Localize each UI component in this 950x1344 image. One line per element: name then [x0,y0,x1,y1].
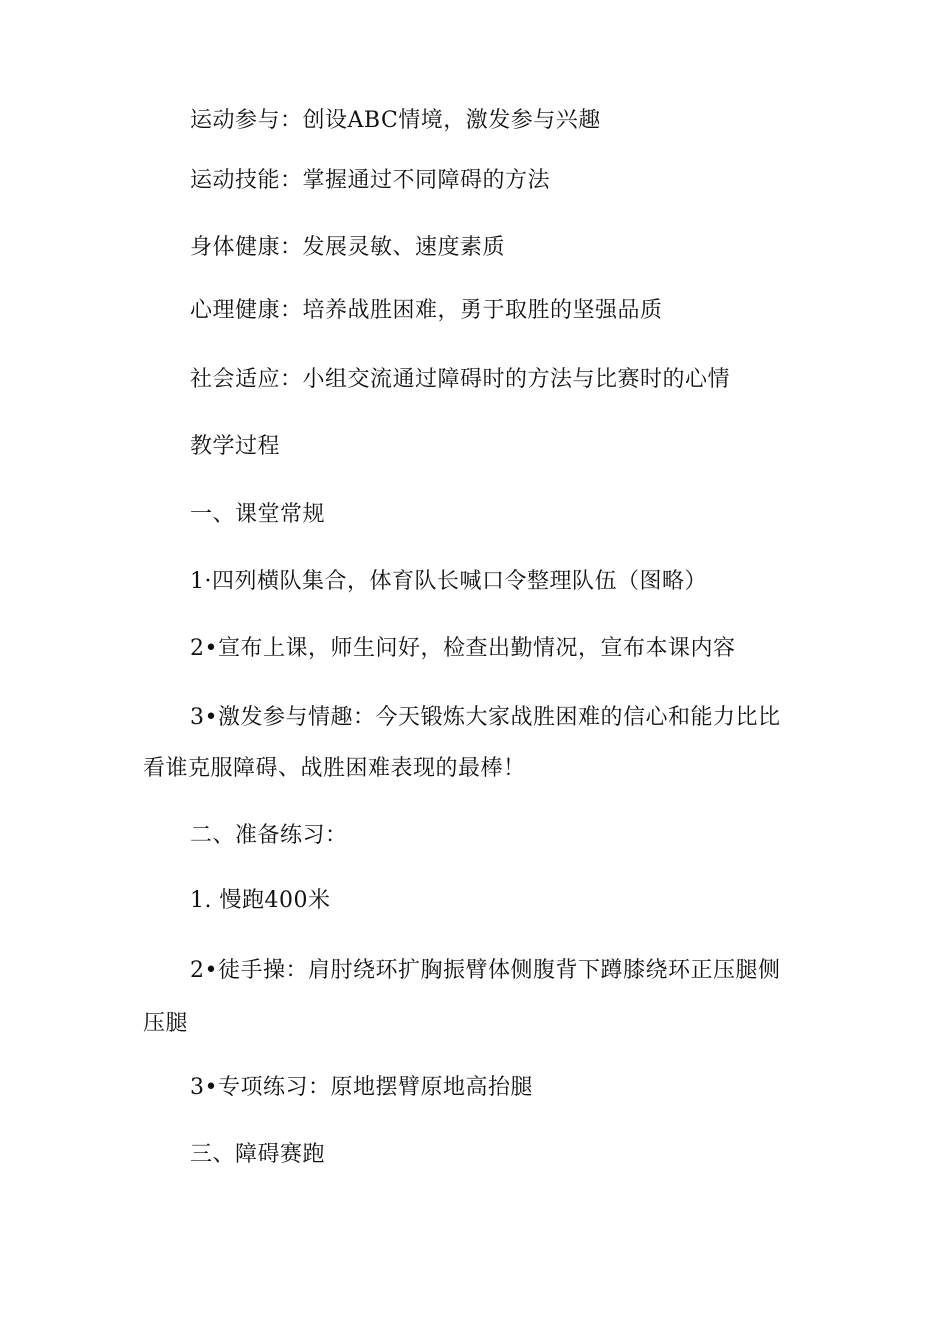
section-heading-warmup: 二、准备练习： [190,823,348,848]
section-heading-obstacle-race: 三、障碍赛跑 [190,1142,326,1167]
routine-item-3-continued: 看谁克服障碍、战胜困难表现的最棒！ [143,756,526,781]
warmup-item-2: 2•徒手操：肩肘绕环扩胸振臂体侧腹背下蹲膝绕环正压腿侧 [190,958,781,983]
section-heading-class-routine: 一、课堂常规 [190,502,326,527]
objective-skills: 运动技能：掌握通过不同障碍的方法 [190,168,551,193]
objective-social-adaptation: 社会适应：小组交流通过障碍时的方法与比赛时的心情 [190,367,731,392]
warmup-item-1: 1. 慢跑400米 [190,888,331,913]
objective-physical-health: 身体健康：发展灵敏、速度素质 [190,235,506,260]
objective-participation: 运动参与：创设ABC情境，激发参与兴趣 [190,108,601,133]
routine-item-3: 3•激发参与情趣：今天锻炼大家战胜困难的信心和能力比比 [190,705,781,730]
section-heading-teaching-process: 教学过程 [190,434,281,459]
routine-item-2: 2•宣布上课，师生问好，检查出勤情况，宣布本课内容 [190,636,736,661]
warmup-item-2-continued: 压腿 [143,1011,189,1036]
routine-item-1: 1·四列横队集合，体育队长喊口令整理队伍（图略） [190,569,707,594]
objective-mental-health: 心理健康：培养战胜困难，勇于取胜的坚强品质 [190,298,663,323]
warmup-item-3: 3•专项练习：原地摆臂原地高抬腿 [190,1075,533,1100]
